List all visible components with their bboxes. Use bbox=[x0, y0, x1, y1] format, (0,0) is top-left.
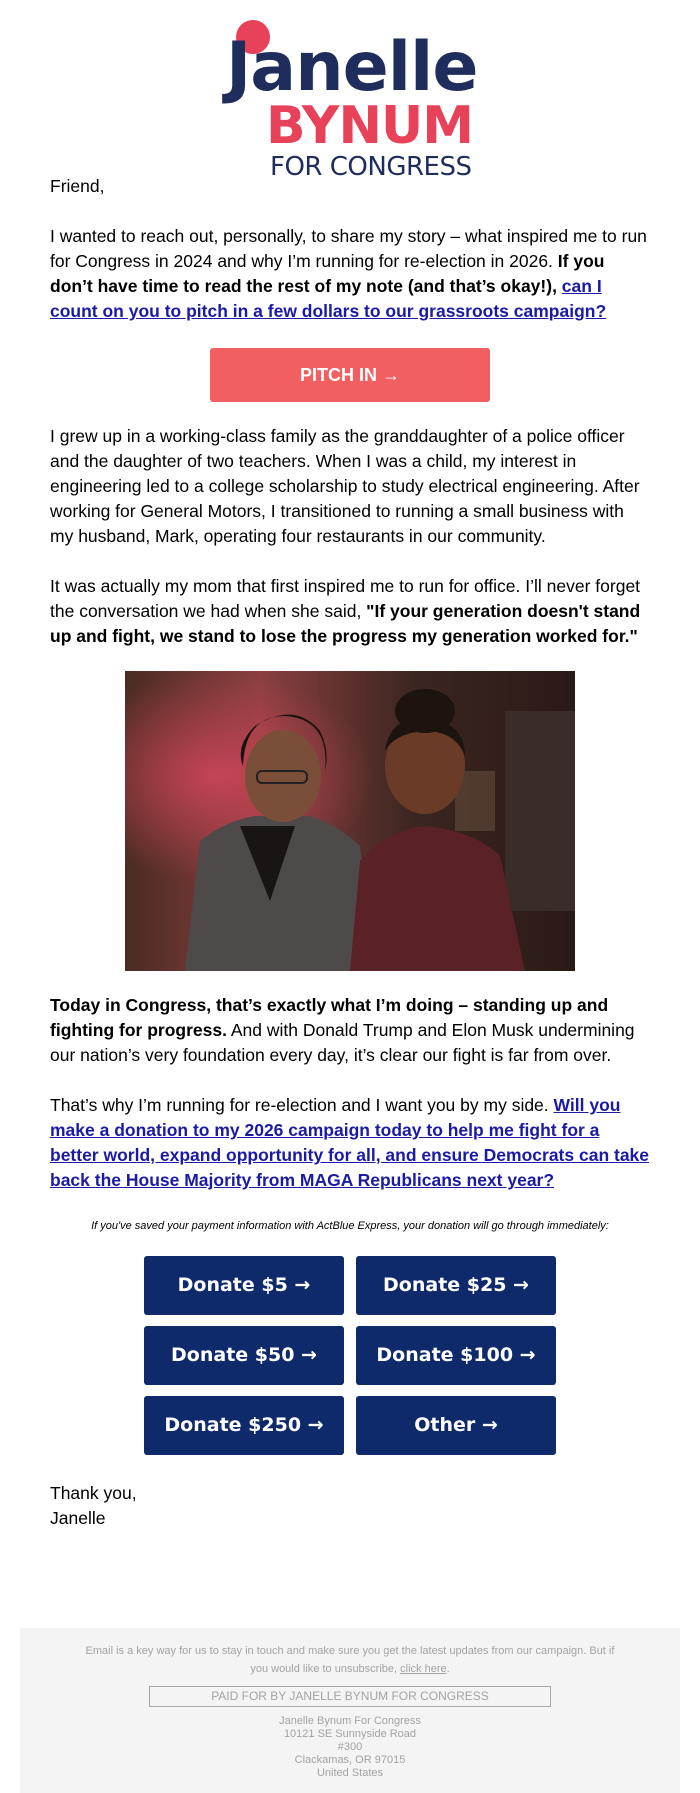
intro-text: I wanted to reach out, personally, to share my story – what inspired me to run for Congress in 2024 and why I’m running for re-election in 2026. bbox=[50, 226, 647, 271]
footer-message-text: Email is a key way for us to stay in touch and make sure you get the latest updates from our campaign. But if you would like to unsubscribe, bbox=[85, 1645, 615, 1675]
progress-paragraph bbox=[50, 993, 650, 1068]
actblue-express-note: If you've saved your payment information with ActBlue Express, your donation will go through immediately: bbox=[91, 1220, 609, 1232]
signoff-name: Janelle bbox=[50, 1508, 106, 1528]
donate-250-button[interactable]: Donate $250 → bbox=[144, 1396, 344, 1455]
background-paragraph: I grew up in a working-class family as the granddaughter of a police officer and the daughter of two teachers. When I was a child, my interest in engineering led to a college scholarship to study electrical engineering. After working for General Motors, I transitioned to running a small business with my husband, Mark, operating four restaurants in our community. bbox=[50, 426, 640, 546]
donate-other-button[interactable]: Other → bbox=[356, 1396, 556, 1455]
donate-100-button[interactable]: Donate $100 → bbox=[356, 1326, 556, 1385]
signoff bbox=[50, 1481, 650, 1531]
donate-button-grid bbox=[144, 1256, 556, 1455]
footer-message-end: . bbox=[446, 1663, 450, 1675]
candidate-photo bbox=[125, 671, 575, 971]
signoff-thanks: Thank you, bbox=[50, 1483, 137, 1503]
paid-for-disclaimer: PAID FOR BY JANELLE BYNUM FOR CONGRESS bbox=[149, 1686, 551, 1707]
address-line: United States bbox=[316, 1767, 384, 1779]
inspiration-paragraph bbox=[50, 574, 650, 649]
intro-paragraph bbox=[50, 224, 650, 324]
reelection-text: That’s why I’m running for re-election and I want you by my side. bbox=[50, 1095, 554, 1115]
mom-quote: "If your generation doesn't stand up and fight, we stand to lose the progress my generation worked for." bbox=[50, 601, 641, 646]
address-line: Janelle Bynum For Congress bbox=[279, 1715, 421, 1727]
unsubscribe-link[interactable]: click here bbox=[400, 1663, 447, 1675]
inspiration-text: It was actually my mom that first inspired me to run for office. I’ll never forget the conversation we had when she said, bbox=[50, 576, 641, 621]
greeting: Friend, bbox=[50, 176, 105, 196]
logo-last-name: BYNUM bbox=[266, 96, 473, 156]
donate-25-button[interactable]: Donate $25 → bbox=[356, 1256, 556, 1315]
address-line: 10121 SE Sunnyside Road bbox=[283, 1728, 417, 1740]
email-footer bbox=[20, 1628, 680, 1793]
donate-50-button[interactable]: Donate $50 → bbox=[144, 1326, 344, 1385]
logo-first-name: Janelle bbox=[226, 28, 478, 107]
pitch-wrapper bbox=[50, 348, 650, 402]
photo-illustration bbox=[125, 671, 575, 971]
address-line: Clackamas, OR 97015 bbox=[294, 1754, 406, 1766]
pitch-in-button[interactable]: PITCH IN → bbox=[210, 348, 490, 402]
email-content bbox=[50, 0, 650, 1531]
progress-bold: Today in Congress, that’s exactly what I’m doing – standing up and fighting for progress. bbox=[50, 995, 609, 1040]
donation-ask-link[interactable]: Will you make a donation to my 2026 campaign today to help me fight for a better world, expand opportunity for all, and ensure Democrats can take back the House Majority from MAGA Republicans next year? bbox=[50, 1095, 650, 1190]
reelection-paragraph bbox=[50, 1093, 650, 1193]
footer-address bbox=[20, 1715, 680, 1780]
intro-donate-link[interactable]: can I count on you to pitch in a few dollars to our grassroots campaign? bbox=[50, 276, 607, 321]
campaign-logo bbox=[220, 0, 480, 182]
footer-message bbox=[80, 1628, 620, 1678]
intro-bold: If you don’t have time to read the rest of my note (and that’s okay!), bbox=[50, 251, 605, 296]
logo-tagline: FOR CONGRESS bbox=[270, 152, 472, 182]
progress-text: And with Donald Trump and Elon Musk undermining our nation’s very foundation every day, it’s clear our fight is far from over. bbox=[50, 1020, 635, 1065]
donate-5-button[interactable]: Donate $5 → bbox=[144, 1256, 344, 1315]
address-line: #300 bbox=[337, 1741, 363, 1753]
